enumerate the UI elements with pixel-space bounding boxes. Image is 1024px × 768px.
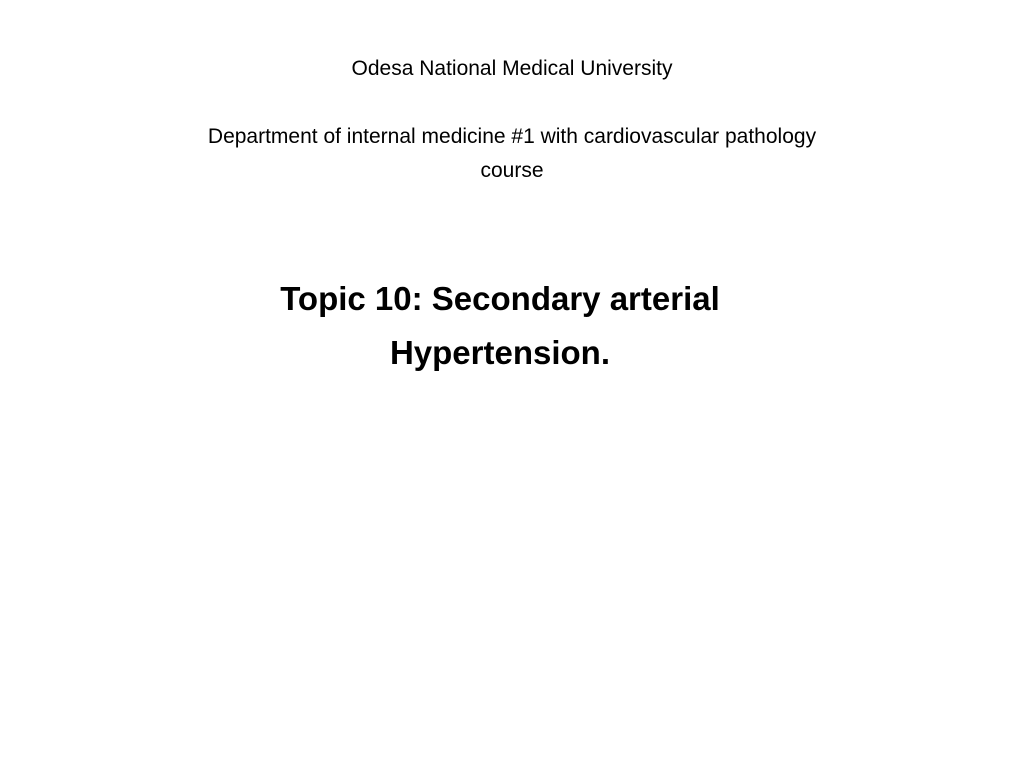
header-spacer xyxy=(102,86,922,120)
department-name-line-2: course xyxy=(480,159,544,182)
university-name: Odesa National Medical University xyxy=(351,57,673,80)
department-name-line-1: Department of internal medicine #1 with cardiovascular pathology xyxy=(207,125,817,148)
slide-header xyxy=(102,52,922,188)
slide-title xyxy=(200,272,800,380)
slide-title-line-1: Topic 10: Secondary arterial xyxy=(280,280,720,317)
slide-title-line-2: Hypertension. xyxy=(389,334,611,371)
